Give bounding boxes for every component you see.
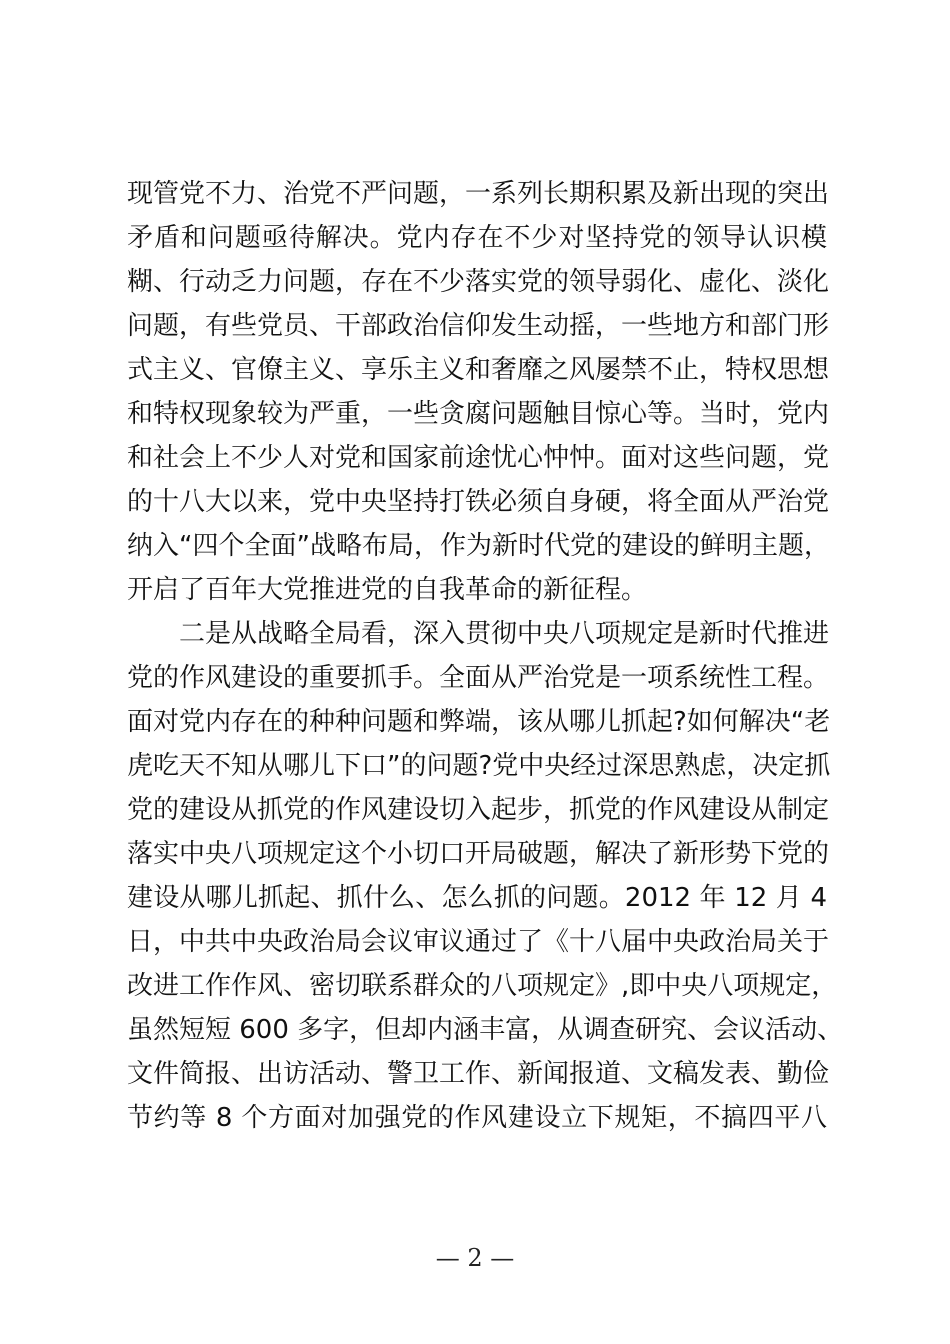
text-line: 面对党内存在的种种问题和弊端，该从哪儿抓起?如何解决“老: [127, 707, 831, 737]
text-line: 党的作风建设的重要抓手。全面从严治党是一项系统性工程。: [127, 663, 830, 693]
text-line: 糊、行动乏力问题，存在不少落实党的领导弱化、虚化、淡化: [127, 267, 830, 297]
text-line: 矛盾和问题亟待解决。党内存在不少对坚持党的领导认识模: [127, 223, 827, 253]
body-text: [127, 172, 844, 1140]
page-number: — 2 —: [435, 1244, 515, 1272]
text-line: 现管党不力、治党不严问题，一系列长期积累及新出现的突出: [127, 179, 830, 209]
text-line: 和特权现象较为严重，一些贪腐问题触目惊心等。当时，党内: [127, 399, 830, 429]
text-line: 虎吃天不知从哪儿下口”的问题?党中央经过深思熟虑，决定抓: [127, 751, 831, 781]
text-line: 落实中央八项规定这个小切口开局破题，解决了新形势下党的: [127, 839, 830, 869]
text-line: 文件简报、出访活动、警卫工作、新闻报道、文稿发表、勤俭: [127, 1059, 830, 1089]
text-line: 纳入“四个全面”战略布局，作为新时代党的建设的鲜明主题，: [127, 531, 830, 561]
text-line: 式主义、官僚主义、享乐主义和奢靡之风屡禁不止，特权思想: [127, 355, 830, 385]
text-line: 改进工作作风、密切联系群众的八项规定》,即中央八项规定，: [127, 971, 838, 1001]
text-line: 开启了百年大党推进党的自我革命的新征程。: [127, 575, 648, 605]
text-line: 问题，有些党员、干部政治信仰发生动摇，一些地方和部门形: [127, 311, 830, 341]
text-line: 节约等 8 个方面对加强党的作风建设立下规矩，不搞四平八: [127, 1103, 827, 1133]
text-line: 日，中共中央政治局会议审议通过了《十八届中央政治局关于: [127, 927, 830, 957]
text-line: 的十八大以来，党中央坚持打铁必须自身硬，将全面从严治党: [127, 487, 830, 517]
text-line: 虽然短短 600 多字，但却内涵丰富，从调查研究、会议活动、: [127, 1015, 844, 1045]
text-line: 和社会上不少人对党和国家前途忧心忡忡。面对这些问题，党: [127, 443, 830, 473]
paragraph-first-line: 二是从战略全局看，深入贯彻中央八项规定是新时代推进: [179, 619, 830, 649]
text-line: 党的建设从抓党的作风建设切入起步，抓党的作风建设从制定: [127, 795, 830, 825]
text-line: 建设从哪儿抓起、抓什么、怎么抓的问题。2012 年 12 月 4: [127, 883, 827, 913]
